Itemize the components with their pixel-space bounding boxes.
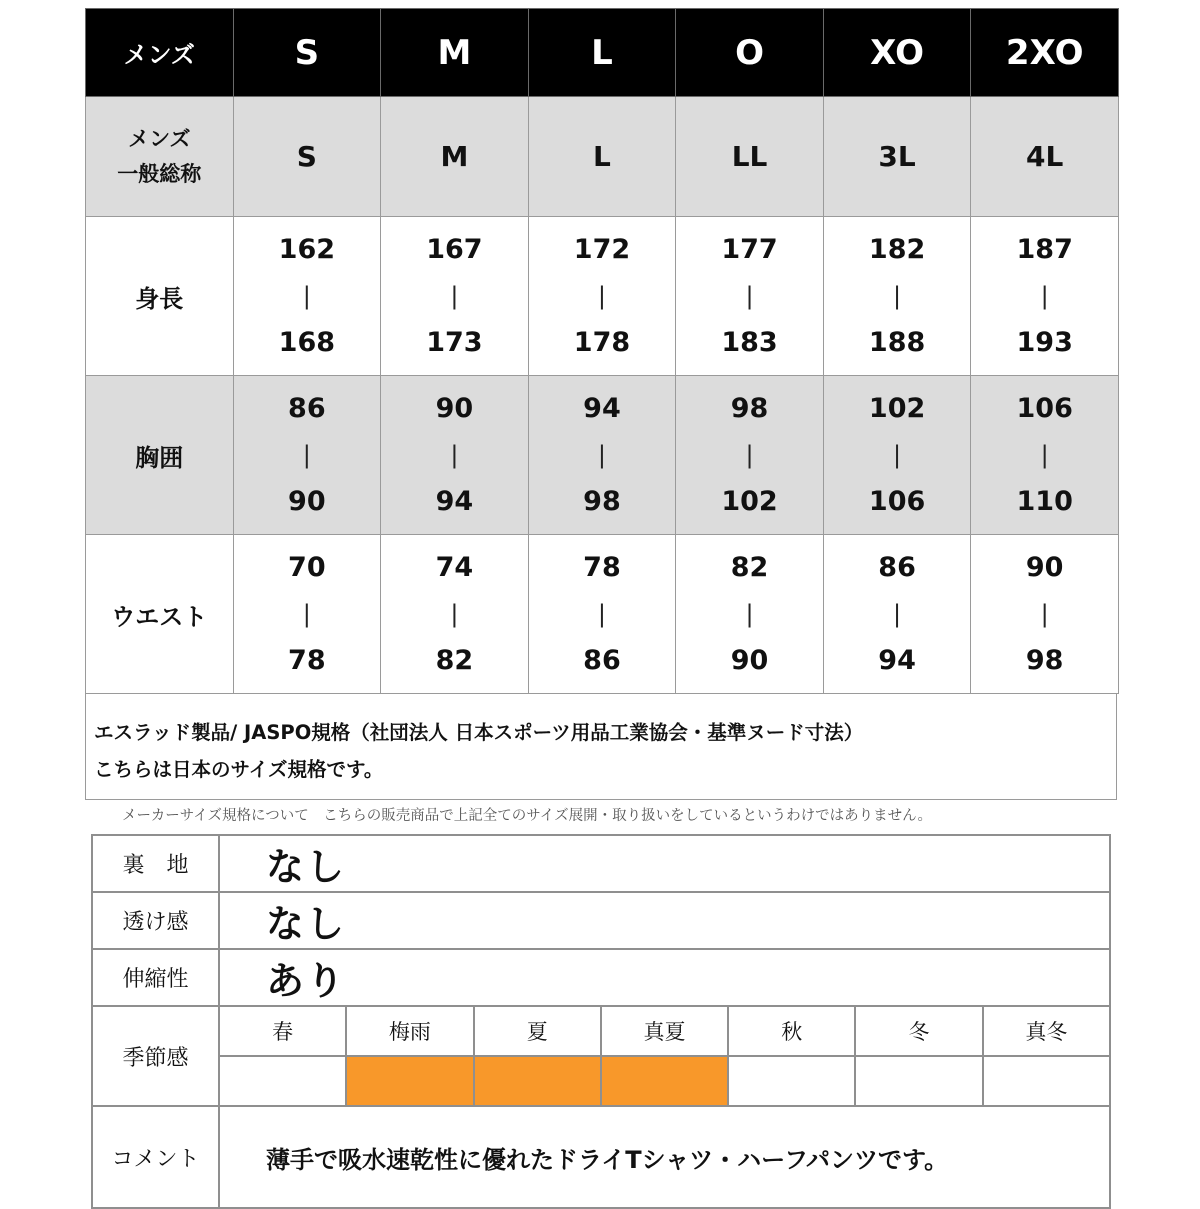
range-max: 90 (730, 645, 769, 676)
measurement-range-cell (381, 376, 529, 535)
range-max: 188 (868, 327, 926, 358)
season-label: 季節感 (92, 1006, 219, 1106)
range-separator: | (302, 600, 311, 628)
season-name-cell: 真冬 (983, 1006, 1110, 1056)
range-min: 182 (868, 234, 926, 265)
range-separator: | (745, 600, 754, 628)
range-value (824, 234, 971, 358)
general-size-label: メンズ 一般総称 (86, 97, 234, 217)
range-separator: | (450, 600, 459, 628)
range-max: 78 (288, 645, 326, 676)
range-max: 90 (288, 486, 326, 517)
measurement-range-cell (381, 535, 529, 694)
range-max: 178 (573, 327, 631, 358)
range-min: 82 (730, 552, 769, 583)
measurement-range-cell (823, 217, 971, 376)
measurement-range-cell (823, 376, 971, 535)
range-value (676, 552, 823, 676)
range-max: 98 (1025, 645, 1064, 676)
range-min: 78 (583, 552, 621, 583)
season-indicator-cell (728, 1056, 855, 1106)
standard-note-line: エスラッド製品/ JASPO規格（社団法人 日本スポーツ用品工業協会・基準ヌード寸法） (94, 721, 864, 744)
measurement-range-cell (381, 217, 529, 376)
height-label: 身長 (86, 217, 234, 376)
range-max: 102 (721, 486, 778, 517)
range-min: 177 (721, 234, 778, 265)
range-max: 168 (278, 327, 336, 358)
sheerness-row (92, 892, 1110, 949)
season-name-cell: 春 (219, 1006, 346, 1056)
general-size-row (86, 97, 1119, 217)
season-name-cell: 夏 (474, 1006, 601, 1056)
measurement-range-cell (528, 217, 676, 376)
range-value (234, 393, 381, 517)
season-indicator-cell (219, 1056, 346, 1106)
size-header-cell: M (381, 9, 529, 97)
range-max: 183 (721, 327, 778, 358)
chest-row (86, 376, 1119, 535)
season-name-cell: 真夏 (601, 1006, 728, 1056)
range-max: 110 (1016, 486, 1073, 517)
range-max: 98 (583, 486, 621, 517)
standard-note-line: こちらは日本のサイズ規格です。 (94, 758, 384, 781)
general-size-cell: 4L (971, 97, 1119, 217)
range-max: 106 (868, 486, 926, 517)
general-size-cell: 3L (823, 97, 971, 217)
range-separator: | (893, 441, 902, 469)
range-max: 173 (426, 327, 483, 358)
range-min: 167 (426, 234, 483, 265)
range-value (676, 393, 823, 517)
measurement-range-cell (676, 376, 824, 535)
measurement-range-cell (971, 376, 1119, 535)
range-separator: | (450, 441, 459, 469)
season-name-cell: 冬 (855, 1006, 982, 1056)
season-indicator-cell (601, 1056, 728, 1106)
range-min: 86 (288, 393, 326, 424)
range-separator: | (597, 282, 607, 310)
size-header-cell: O (676, 9, 824, 97)
range-min: 94 (583, 393, 621, 424)
range-min: 106 (1016, 393, 1073, 424)
range-separator: | (450, 282, 459, 310)
range-min: 162 (278, 234, 336, 265)
size-header-cell: L (528, 9, 676, 97)
range-min: 90 (1025, 552, 1064, 583)
range-separator: | (302, 441, 311, 469)
range-separator: | (745, 282, 754, 310)
measurement-range-cell (971, 535, 1119, 694)
range-separator: | (1040, 600, 1049, 628)
range-value (381, 234, 528, 358)
waist-label: ウエスト (86, 535, 234, 694)
range-value (971, 552, 1118, 676)
range-min: 86 (878, 552, 916, 583)
maker-size-disclaimer: メーカーサイズ規格について こちらの販売商品で上記全てのサイズ展開・取り扱いをしているというわけではありません。 (122, 808, 932, 824)
range-max: 94 (435, 486, 474, 517)
general-size-cell: L (528, 97, 676, 217)
measurement-range-cell (233, 535, 381, 694)
season-indicator-cell (474, 1056, 601, 1106)
range-max: 86 (583, 645, 621, 676)
chest-label: 胸囲 (86, 376, 234, 535)
range-value (529, 393, 676, 517)
season-indicator-cell (855, 1056, 982, 1106)
range-value (234, 234, 381, 358)
general-size-cell: M (381, 97, 529, 217)
range-separator: | (597, 441, 607, 469)
range-value (971, 393, 1118, 517)
range-min: 187 (1016, 234, 1073, 265)
lining-value: なし (219, 835, 1110, 892)
range-max: 82 (435, 645, 474, 676)
season-indicator-cell (983, 1056, 1110, 1106)
product-spec-table (91, 834, 1111, 1209)
measurement-range-cell (971, 217, 1119, 376)
range-separator: | (1040, 441, 1049, 469)
range-max: 193 (1016, 327, 1073, 358)
season-name-row (92, 1006, 1110, 1056)
range-value (529, 552, 676, 676)
stretch-value: あり (219, 949, 1110, 1006)
measurement-range-cell (233, 217, 381, 376)
size-header-cell: S (233, 9, 381, 97)
range-value (971, 234, 1118, 358)
range-min: 102 (868, 393, 926, 424)
range-value (381, 552, 528, 676)
measurement-range-cell (233, 376, 381, 535)
sheerness-value: なし (219, 892, 1110, 949)
season-name-cell: 秋 (728, 1006, 855, 1056)
measurement-range-cell (676, 535, 824, 694)
season-indicator-cell (346, 1056, 473, 1106)
range-min: 172 (573, 234, 631, 265)
comment-label: コメント (92, 1106, 219, 1208)
lining-row (92, 835, 1110, 892)
size-header-cell: XO (823, 9, 971, 97)
range-value (381, 393, 528, 517)
measurement-range-cell (676, 217, 824, 376)
range-min: 90 (435, 393, 474, 424)
general-size-cell: LL (676, 97, 824, 217)
size-chart-table (85, 8, 1119, 694)
general-size-cell: S (233, 97, 381, 217)
measurement-range-cell (823, 535, 971, 694)
size-standard-notes (85, 694, 1117, 800)
range-separator: | (302, 282, 311, 310)
range-value (824, 552, 971, 676)
range-min: 98 (730, 393, 769, 424)
stretch-row (92, 949, 1110, 1006)
waist-row (86, 535, 1119, 694)
season-indicator-row (92, 1056, 1110, 1106)
height-row (86, 217, 1119, 376)
comment-row (92, 1106, 1110, 1208)
measurement-range-cell (528, 376, 676, 535)
measurement-range-cell (528, 535, 676, 694)
size-corner-label: メンズ (86, 9, 234, 97)
sheerness-label: 透け感 (92, 892, 219, 949)
range-max: 94 (878, 645, 916, 676)
lining-label: 裏 地 (92, 835, 219, 892)
range-separator: | (893, 282, 902, 310)
range-min: 74 (435, 552, 474, 583)
stretch-label: 伸縮性 (92, 949, 219, 1006)
range-separator: | (893, 600, 902, 628)
range-value (529, 234, 676, 358)
range-value (824, 393, 971, 517)
range-value (676, 234, 823, 358)
size-header-cell: 2XO (971, 9, 1119, 97)
range-min: 70 (288, 552, 326, 583)
size-header-row (86, 9, 1119, 97)
range-separator: | (597, 600, 607, 628)
range-separator: | (1040, 282, 1049, 310)
range-separator: | (745, 441, 754, 469)
range-value (234, 552, 381, 676)
season-name-cell: 梅雨 (346, 1006, 473, 1056)
comment-value: 薄手で吸水速乾性に優れたドライTシャツ・ハーフパンツです。 (219, 1106, 1110, 1208)
